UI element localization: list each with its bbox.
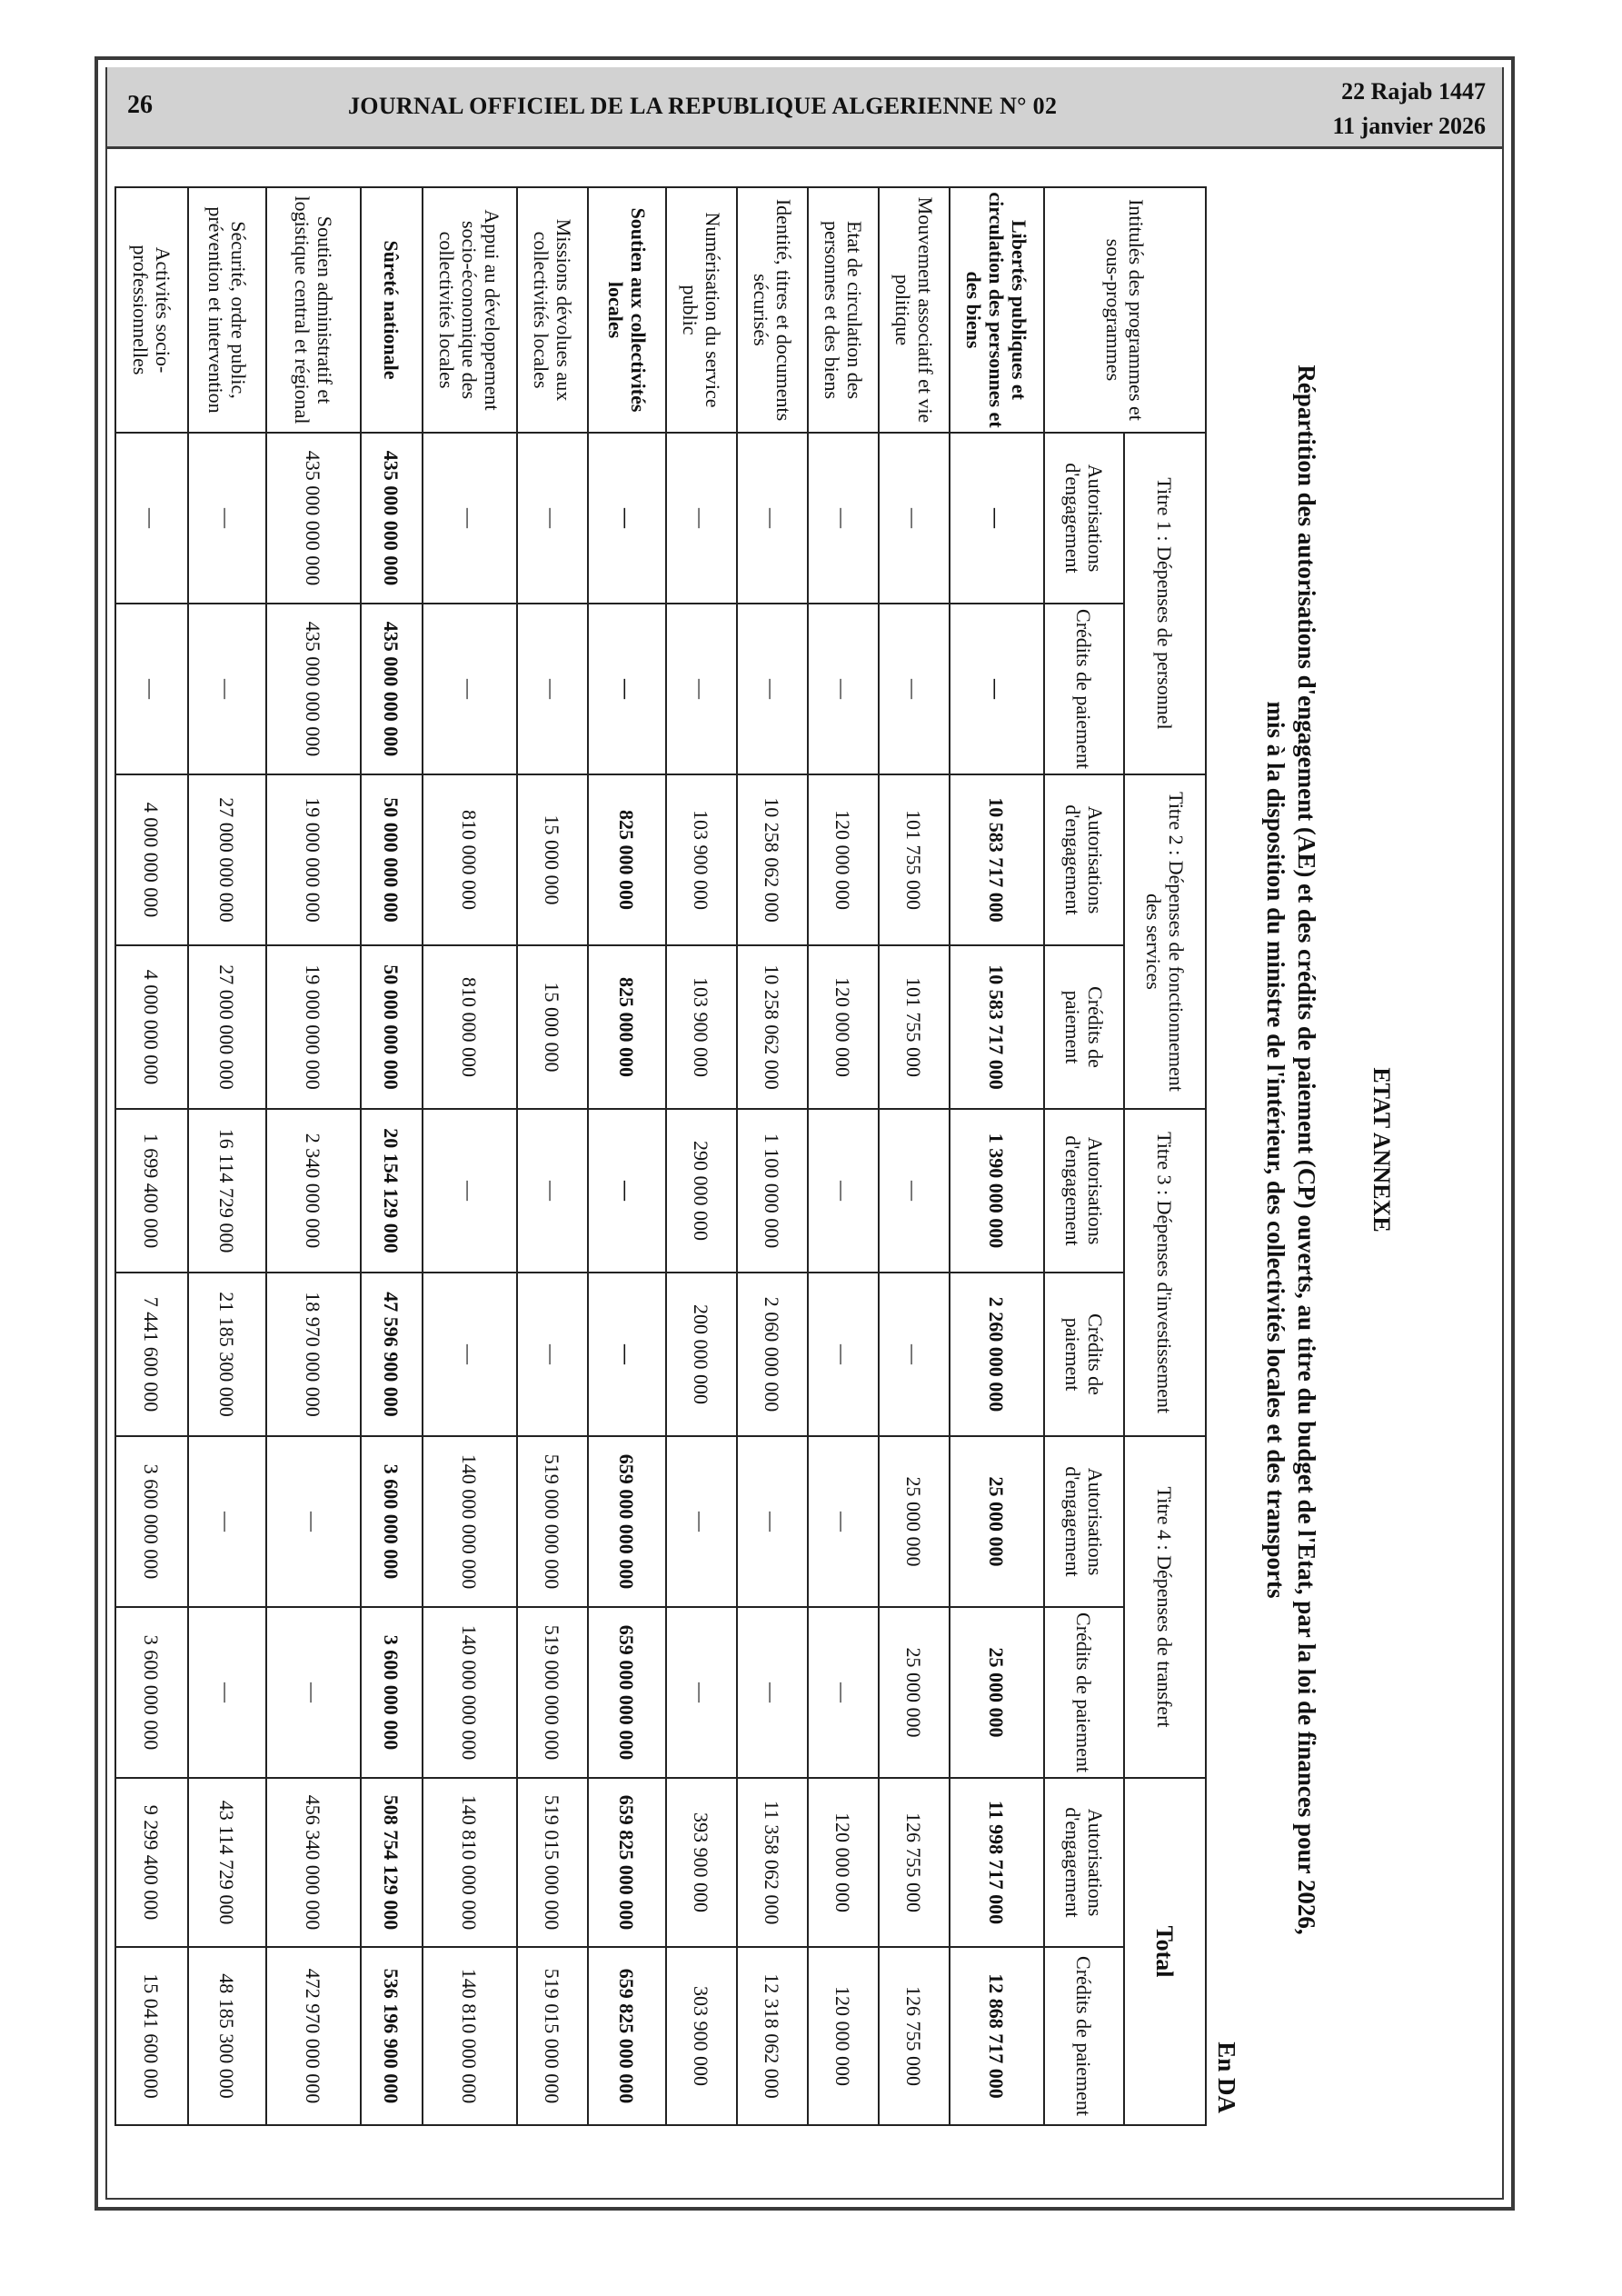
table-cell: —: [266, 1607, 361, 1778]
table-row: [808, 187, 879, 2125]
table-header-row-2: [1044, 187, 1124, 2125]
table-cell: —: [588, 1109, 666, 1273]
program-label: Appui au développement socio-économique des collectivités locales: [423, 187, 517, 433]
table-cell: 19 000 000 000: [266, 945, 361, 1109]
table-cell: —: [737, 604, 808, 774]
table-cell: 456 340 000 000: [266, 1778, 361, 1947]
cp-header: Crédits de paiement: [1044, 1607, 1124, 1778]
budget-table-body: [115, 187, 1044, 2125]
table-cell: 140 810 000 000: [423, 1947, 517, 2125]
table-cell: 103 900 000: [666, 774, 737, 945]
table-cell: 519 015 000 000: [517, 1947, 588, 2125]
program-label: Sécurité, ordre public, prévention et intervention: [188, 187, 266, 433]
table-row: [737, 187, 808, 2125]
table-cell: —: [737, 433, 808, 604]
rotated-annex: [0, 168, 1395, 2116]
table-cell: —: [517, 1109, 588, 1273]
journal-title: JOURNAL OFFICIEL DE LA REPUBLIQUE ALGERIENNE N° 02: [348, 93, 1058, 119]
table-cell: 10 258 062 000: [737, 774, 808, 945]
table-cell: 10 583 717 000: [950, 774, 1044, 945]
subtitle-line-2: mis à la disposition du ministre de l'intérieur, des collectivités locales et des transports: [1262, 701, 1289, 1599]
table-cell: 3 600 000 000: [361, 1607, 423, 1778]
table-cell: 659 825 000 000: [588, 1778, 666, 1947]
table-cell: —: [188, 604, 266, 774]
table-cell: 825 000 000: [588, 774, 666, 945]
cp-header: Crédits de paiement: [1044, 604, 1124, 774]
table-cell: 101 755 000: [879, 945, 950, 1109]
table-cell: 120 000 000: [808, 1947, 879, 2125]
table-cell: —: [188, 1436, 266, 1607]
table-cell: 2 260 000 000: [950, 1273, 1044, 1436]
table-cell: 1 390 000 000: [950, 1109, 1044, 1273]
table-cell: 4 000 000 000: [115, 945, 188, 1109]
table-cell: 120 000 000: [808, 774, 879, 945]
table-row: [361, 187, 423, 2125]
table-cell: 519 000 000 000: [517, 1607, 588, 1778]
table-cell: —: [666, 1436, 737, 1607]
page-number: 26: [127, 91, 153, 119]
table-cell: 140 000 000 000: [423, 1436, 517, 1607]
table-cell: —: [188, 1607, 266, 1778]
table-row: [188, 187, 266, 2125]
table-cell: —: [879, 604, 950, 774]
table-cell: 120 000 000: [808, 945, 879, 1109]
table-cell: 12 868 717 000: [950, 1947, 1044, 2125]
table-cell: 25 000 000: [950, 1436, 1044, 1607]
table-cell: 126 755 000: [879, 1778, 950, 1947]
table-row: [423, 187, 517, 2125]
table-cell: —: [588, 1273, 666, 1436]
table-cell: —: [588, 604, 666, 774]
table-cell: 435 000 000 000: [266, 433, 361, 604]
table-cell: 3 600 000 000: [361, 1436, 423, 1607]
program-label: Sûreté nationale: [361, 187, 423, 433]
budget-table: [114, 186, 1207, 2126]
table-cell: —: [666, 604, 737, 774]
table-cell: —: [666, 433, 737, 604]
table-cell: 27 000 000 000: [188, 945, 266, 1109]
total-header: Total: [1124, 1778, 1206, 2125]
table-cell: —: [950, 604, 1044, 774]
annex-content: [129, 168, 1395, 2131]
table-cell: —: [517, 604, 588, 774]
table-cell: 48 185 300 000: [188, 1947, 266, 2125]
program-label: Identité, titres et documents sécurisés: [737, 187, 808, 433]
cp-header: Crédits de paiement: [1044, 945, 1124, 1109]
table-cell: 825 000 000: [588, 945, 666, 1109]
cp-header: Crédits de paiement: [1044, 1947, 1124, 2125]
table-cell: 2 060 000 000: [737, 1273, 808, 1436]
table-cell: 9 299 400 000: [115, 1778, 188, 1947]
table-cell: 3 600 000 000: [115, 1607, 188, 1778]
subtitle-line-1: Répartition des autorisations d'engagement (AE) et des crédits de paiement (CP) ouverts, au titre du budget de l'Etat, par la loi de finances pour 2026,: [1293, 364, 1320, 1935]
ae-header: Autorisations d'engagement: [1044, 1436, 1124, 1607]
table-cell: —: [879, 433, 950, 604]
table-cell: 519 000 000 000: [517, 1436, 588, 1607]
table-cell: 10 258 062 000: [737, 945, 808, 1109]
table-header-row-1: [1124, 187, 1206, 2125]
table-cell: —: [266, 1436, 361, 1607]
table-cell: 472 970 000 000: [266, 1947, 361, 2125]
ae-header: Autorisations d'engagement: [1044, 774, 1124, 945]
program-label: Soutien aux collectivités locales: [588, 187, 666, 433]
table-cell: —: [879, 1109, 950, 1273]
table-cell: —: [808, 433, 879, 604]
table-cell: 19 000 000 000: [266, 774, 361, 945]
date-hijri: 22 Rajab 1447: [1341, 78, 1486, 105]
table-cell: 810 000 000: [423, 945, 517, 1109]
table-cell: —: [588, 433, 666, 604]
table-cell: 126 755 000: [879, 1947, 950, 2125]
table-cell: —: [517, 1273, 588, 1436]
table-row: [517, 187, 588, 2125]
table-cell: 140 810 000 000: [423, 1778, 517, 1947]
titre3-header: Titre 3 : Dépenses d'investissement: [1124, 1109, 1206, 1436]
table-cell: —: [808, 1109, 879, 1273]
table-cell: 200 000 000: [666, 1273, 737, 1436]
table-cell: 536 196 900 000: [361, 1947, 423, 2125]
table-cell: —: [115, 604, 188, 774]
table-cell: 2 340 000 000: [266, 1109, 361, 1273]
table-cell: —: [666, 1607, 737, 1778]
date-gregorian: 11 janvier 2026: [1332, 113, 1486, 139]
table-cell: 659 825 000 000: [588, 1947, 666, 2125]
ae-header: Autorisations d'engagement: [1044, 433, 1124, 604]
table-cell: —: [188, 433, 266, 604]
table-cell: 4 000 000 000: [115, 774, 188, 945]
table-cell: —: [879, 1273, 950, 1436]
annex-title: ETAT ANNEXE: [1368, 1067, 1395, 1233]
table-cell: —: [950, 433, 1044, 604]
table-row: [950, 187, 1044, 2125]
table-cell: 435 000 000 000: [361, 433, 423, 604]
table-cell: —: [808, 1436, 879, 1607]
table-row: [879, 187, 950, 2125]
program-label: Missions dévolues aux collectivités locales: [517, 187, 588, 433]
table-cell: 20 154 129 000: [361, 1109, 423, 1273]
program-label: Soutien administratif et logistique central et régional: [266, 187, 361, 433]
table-cell: 435 000 000 000: [266, 604, 361, 774]
table-cell: 103 900 000: [666, 945, 737, 1109]
table-cell: 12 318 062 000: [737, 1947, 808, 2125]
program-label: Libertés publiques et circulation des personnes et des biens: [950, 187, 1044, 433]
table-cell: 27 000 000 000: [188, 774, 266, 945]
table-cell: 25 000 000: [950, 1607, 1044, 1778]
table-cell: —: [423, 1109, 517, 1273]
date-block: [1332, 75, 1486, 144]
table-cell: —: [808, 1273, 879, 1436]
table-cell: —: [423, 604, 517, 774]
table-cell: 25 000 000: [879, 1436, 950, 1607]
table-cell: 15 000 000: [517, 774, 588, 945]
table-cell: 393 900 000: [666, 1778, 737, 1947]
table-cell: 16 114 729 000: [188, 1109, 266, 1273]
ae-header: Autorisations d'engagement: [1044, 1109, 1124, 1273]
table-cell: 659 000 000 000: [588, 1436, 666, 1607]
table-cell: 11 358 062 000: [737, 1778, 808, 1947]
table-cell: —: [115, 433, 188, 604]
table-cell: —: [423, 433, 517, 604]
currency-unit: En DA: [1213, 2041, 1240, 2113]
table-cell: 1 699 400 000: [115, 1109, 188, 1273]
table-cell: 15 041 600 000: [115, 1947, 188, 2125]
table-cell: —: [737, 1607, 808, 1778]
ae-header: Autorisations d'engagement: [1044, 1778, 1124, 1947]
titre4-header: Titre 4 : Dépenses de transfert: [1124, 1436, 1206, 1778]
table-cell: 25 000 000: [879, 1607, 950, 1778]
table-cell: 519 015 000 000: [517, 1778, 588, 1947]
table-cell: —: [423, 1273, 517, 1436]
table-cell: 21 185 300 000: [188, 1273, 266, 1436]
cp-header: Crédits de paiement: [1044, 1273, 1124, 1436]
table-cell: 50 000 000 000: [361, 774, 423, 945]
table-cell: 290 000 000: [666, 1109, 737, 1273]
table-row: [666, 187, 737, 2125]
table-cell: 10 583 717 000: [950, 945, 1044, 1109]
table-cell: —: [517, 433, 588, 604]
table-row: [115, 187, 188, 2125]
table-cell: 3 600 000 000: [115, 1436, 188, 1607]
titre1-header: Titre 1 : Dépenses de personnel: [1124, 433, 1206, 774]
titre2-header: Titre 2 : Dépenses de fonctionnement des services: [1124, 774, 1206, 1109]
programs-column-header: Intitulés des programmes et sous-programmes: [1044, 187, 1206, 433]
table-cell: 435 000 000 000: [361, 604, 423, 774]
table-cell: 1 100 000 000: [737, 1109, 808, 1273]
table-cell: 47 596 900 000: [361, 1273, 423, 1436]
annex-subtitle: [1260, 268, 1322, 2031]
journal-header: [107, 67, 1502, 149]
table-cell: 303 900 000: [666, 1947, 737, 2125]
table-cell: —: [737, 1436, 808, 1607]
program-label: Mouvement associatif et vie politique: [879, 187, 950, 433]
table-cell: 101 755 000: [879, 774, 950, 945]
table-cell: —: [808, 604, 879, 774]
table-cell: 659 000 000 000: [588, 1607, 666, 1778]
table-cell: 508 754 129 000: [361, 1778, 423, 1947]
program-label: Activités socio-professionnelles: [115, 187, 188, 433]
table-cell: 120 000 000: [808, 1778, 879, 1947]
table-cell: 43 114 729 000: [188, 1778, 266, 1947]
program-label: Etat de circulation des personnes et des biens: [808, 187, 879, 433]
table-cell: 7 441 600 000: [115, 1273, 188, 1436]
table-cell: —: [808, 1607, 879, 1778]
table-cell: 15 000 000: [517, 945, 588, 1109]
program-label: Numérisation du service public: [666, 187, 737, 433]
table-cell: 140 000 000 000: [423, 1607, 517, 1778]
table-row: [266, 187, 361, 2125]
table-cell: 810 000 000: [423, 774, 517, 945]
table-row: [588, 187, 666, 2125]
table-cell: 18 970 000 000: [266, 1273, 361, 1436]
table-cell: 50 000 000 000: [361, 945, 423, 1109]
table-cell: 11 998 717 000: [950, 1778, 1044, 1947]
